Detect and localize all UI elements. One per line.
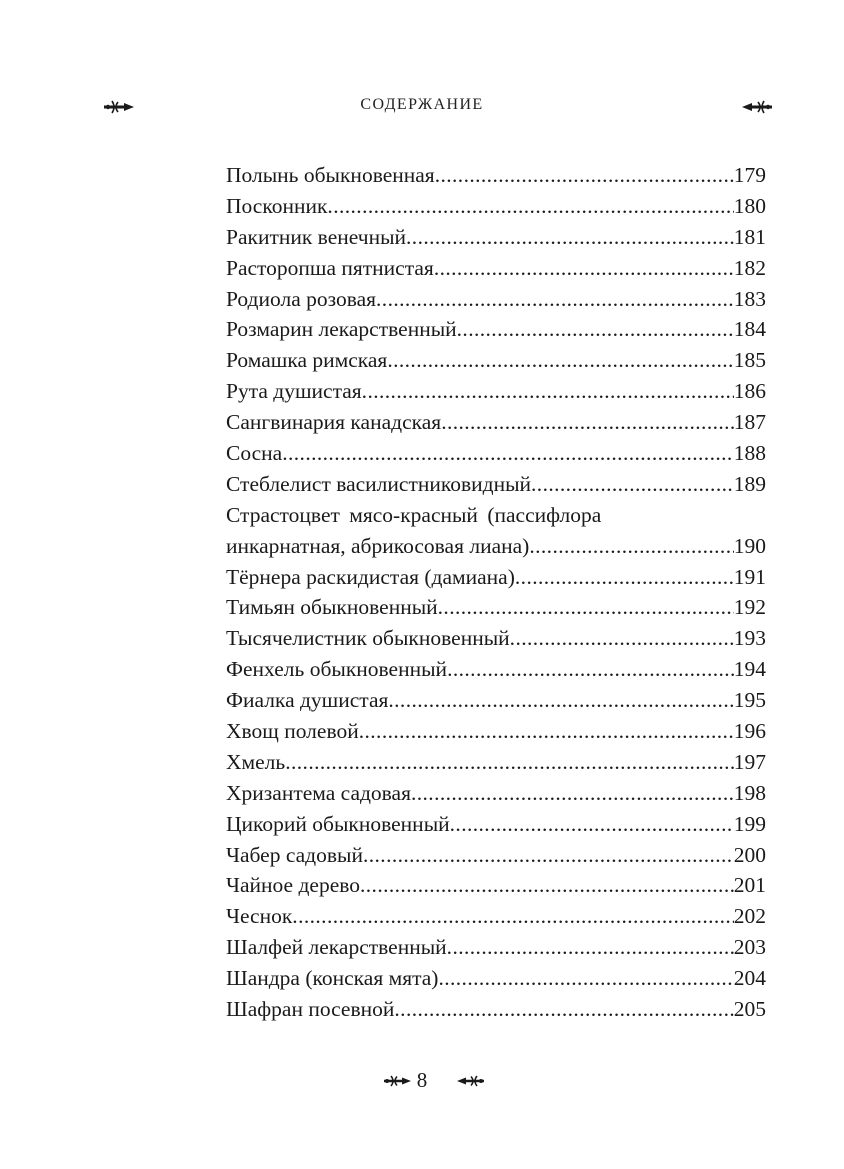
- toc-entry-title: Хризантема садовая: [226, 780, 411, 805]
- toc-entry-title: Стеблелист василистниковидный: [226, 471, 532, 496]
- toc-entry[interactable]: [226, 747, 766, 778]
- toc-entry-page-number: 190: [733, 533, 766, 558]
- dot-leader: [441, 407, 734, 438]
- toc-entry-title: Тёрнера раскидистая (дамиана): [226, 564, 515, 589]
- toc-entry-title: Тысячелистник обыкновенный: [226, 626, 510, 651]
- toc-entry[interactable]: [226, 314, 766, 345]
- toc-entry[interactable]: [226, 932, 766, 963]
- toc-entry[interactable]: [226, 840, 766, 871]
- toc-entry-page-number: 181: [733, 224, 766, 249]
- toc-entry-title: Расторопша пятнистая: [226, 255, 434, 280]
- dot-leader: [531, 469, 734, 500]
- toc-entry-page-number: 204: [733, 966, 766, 991]
- toc-entry-page-number: 189: [733, 471, 766, 496]
- toc-entry-page-number: 192: [733, 595, 766, 620]
- dot-leader: [327, 191, 733, 222]
- dot-leader: [411, 778, 734, 809]
- dot-leader: [292, 901, 733, 932]
- toc-entry-title: Фенхель обыкновенный: [226, 657, 448, 682]
- toc-entry-title: инкарнатная, абрикосовая лиана): [226, 533, 530, 558]
- dot-leader: [515, 562, 734, 593]
- toc-entry[interactable]: [226, 376, 766, 407]
- toc-entry-page-number: 203: [733, 935, 766, 960]
- dot-leader: [435, 160, 734, 191]
- toc-entry-page-number: 199: [733, 811, 766, 836]
- toc-entry-page-number: 198: [733, 780, 766, 805]
- toc-entry-title: Сангвинария канадская: [226, 410, 442, 435]
- toc-entry-title: Шандра (конская мята): [226, 966, 439, 991]
- dot-leader: [285, 747, 734, 778]
- toc-entry[interactable]: [226, 685, 766, 716]
- toc-entry[interactable]: [226, 562, 766, 593]
- toc-entry-page-number: 194: [733, 657, 766, 682]
- toc-entry-title: Цикорий обыкновенный: [226, 811, 450, 836]
- toc-entry[interactable]: [226, 191, 766, 222]
- toc-entry[interactable]: [226, 623, 766, 654]
- fleuron-footer-right-icon: [454, 1075, 484, 1087]
- toc-entry-title: Ракитник венечный: [226, 224, 407, 249]
- toc-entry-title: Фиалка душистая: [226, 688, 389, 713]
- dot-leader: [438, 963, 733, 994]
- toc-entry[interactable]: [226, 284, 766, 315]
- toc-entry-page-number: 200: [733, 842, 766, 867]
- toc-entry-title: Родиола розовая: [226, 286, 377, 311]
- toc-entry-page-number: 180: [733, 193, 766, 218]
- toc-entry[interactable]: [226, 407, 766, 438]
- toc-entry-title: Хвощ полевой: [226, 719, 359, 744]
- toc-entry-page-number: 197: [733, 749, 766, 774]
- toc-entry-page-number: 187: [733, 410, 766, 435]
- dot-leader: [406, 222, 734, 253]
- dot-leader: [447, 932, 734, 963]
- dot-leader: [360, 870, 734, 901]
- toc-entry-page-number: 195: [733, 688, 766, 713]
- toc-entry-page-number: 196: [733, 719, 766, 744]
- toc-entry-title: Шалфей лекарственный: [226, 935, 447, 960]
- table-of-contents: [226, 160, 766, 1025]
- dot-leader: [362, 376, 734, 407]
- dot-leader: [450, 809, 734, 840]
- dot-leader: [363, 840, 734, 871]
- dot-leader: [434, 253, 734, 284]
- toc-entry[interactable]: [226, 809, 766, 840]
- toc-entry[interactable]: [226, 901, 766, 932]
- toc-entry-title: Чайное дерево: [226, 873, 360, 898]
- toc-entry-page-number: 191: [733, 564, 766, 589]
- toc-entry[interactable]: [226, 222, 766, 253]
- page-footer: [0, 1068, 844, 1098]
- toc-entry-page-number: 205: [733, 997, 766, 1022]
- toc-entry-title: Посконник: [226, 193, 328, 218]
- toc-entry[interactable]: [226, 345, 766, 376]
- toc-entry-page-number: 186: [733, 379, 766, 404]
- toc-entry-title: Полынь обыкновенная: [226, 163, 435, 187]
- toc-entry-title: Сосна: [226, 441, 283, 466]
- running-header: [0, 94, 844, 124]
- toc-entry[interactable]: [226, 438, 766, 469]
- page-title: СОДЕРЖАНИЕ: [360, 96, 484, 113]
- toc-entry[interactable]: [226, 716, 766, 747]
- toc-entry-continued-line: Страстоцвет мясо-красный (пассифлора: [226, 502, 602, 527]
- toc-entry[interactable]: [226, 469, 766, 500]
- toc-entry-page-number: 188: [733, 441, 766, 466]
- toc-entry-title: Ромашка римская: [226, 348, 388, 373]
- dot-leader: [376, 284, 734, 315]
- dot-leader: [359, 716, 734, 747]
- toc-entry-title: Хмель: [226, 749, 286, 774]
- toc-entry-title: Чеснок: [226, 904, 293, 929]
- toc-entry-page-number: 193: [733, 626, 766, 651]
- toc-entry-title: Чабер садовый: [226, 842, 363, 867]
- dot-leader: [438, 592, 734, 623]
- dot-leader: [388, 685, 733, 716]
- toc-entry-page-number: 179: [733, 163, 766, 187]
- toc-entry[interactable]: [226, 994, 766, 1025]
- dot-leader: [529, 531, 733, 562]
- dot-leader: [510, 623, 734, 654]
- toc-entry-page-number: 202: [733, 904, 766, 929]
- dot-leader: [282, 438, 734, 469]
- toc-entry-page-number: 183: [733, 286, 766, 311]
- fleuron-right-icon: [738, 100, 772, 114]
- toc-entry[interactable]: [226, 654, 766, 685]
- toc-entry-title: Шафран посевной: [226, 997, 395, 1022]
- toc-entry[interactable]: [226, 963, 766, 994]
- toc-entry-page-number: 182: [733, 255, 766, 280]
- dot-leader: [457, 314, 734, 345]
- toc-entry[interactable]: [226, 592, 766, 623]
- toc-entry[interactable]: [226, 531, 766, 562]
- toc-entry-title: Рута душистая: [226, 379, 362, 404]
- toc-entry-page-number: 201: [733, 873, 766, 898]
- dot-leader: [387, 345, 733, 376]
- dot-leader: [394, 994, 733, 1025]
- toc-entry-page-number: 184: [733, 317, 766, 342]
- dot-leader: [447, 654, 734, 685]
- toc-entry-title: Тимьян обыкновенный: [226, 595, 438, 620]
- toc-entry[interactable]: [226, 870, 766, 901]
- toc-entry[interactable]: [226, 160, 766, 191]
- page-number: 8: [416, 1068, 428, 1092]
- toc-entry[interactable]: [226, 253, 766, 284]
- toc-entry-title: Розмарин лекарственный: [226, 317, 457, 342]
- toc-entry[interactable]: [226, 778, 766, 809]
- toc-entry-page-number: 185: [733, 348, 766, 373]
